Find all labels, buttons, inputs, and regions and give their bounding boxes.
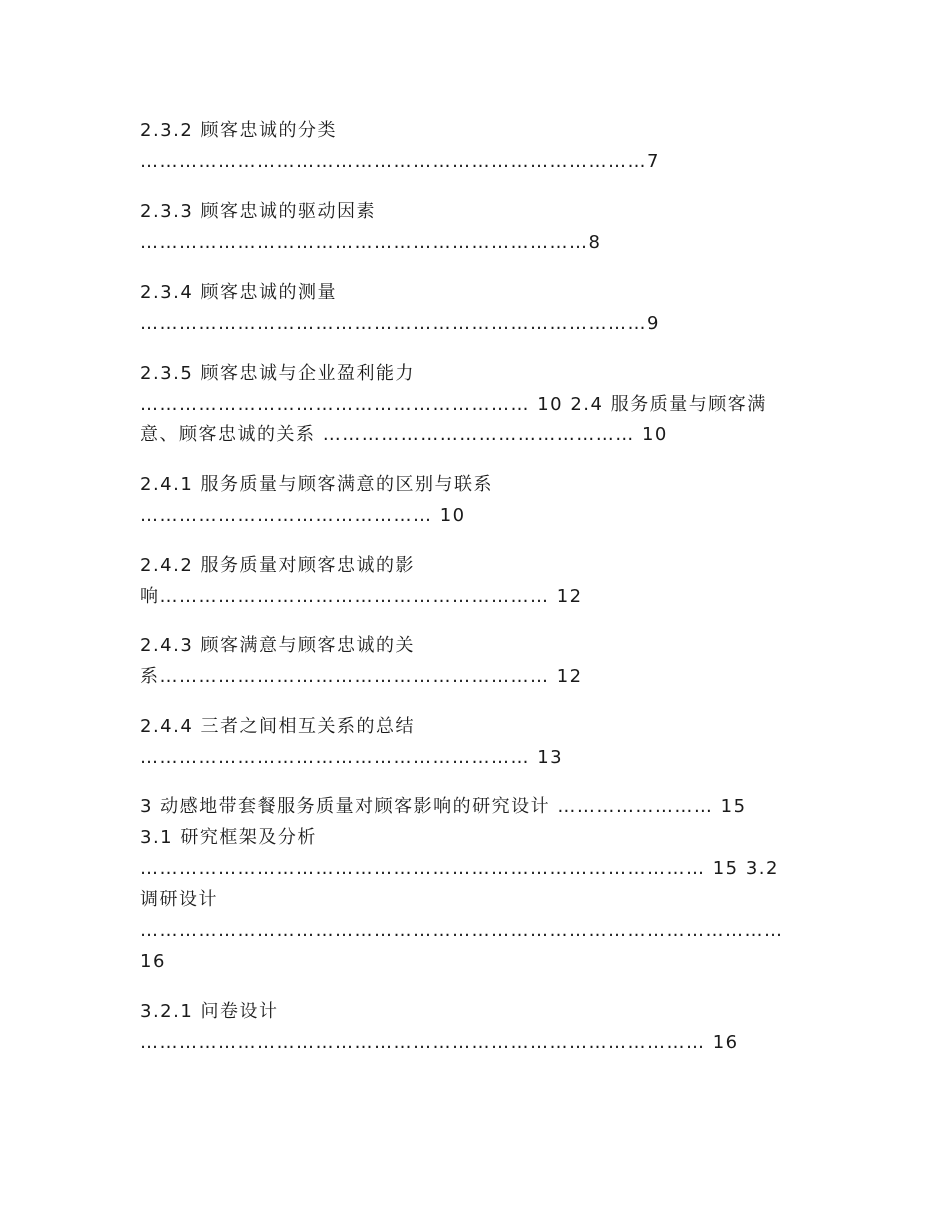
toc-entry-3-1-title: 3.1 研究框架及分析 — [140, 827, 317, 848]
toc-entry-2-3-4-leader: ……………………………………………………………………9 — [140, 313, 660, 334]
toc-entry-2-3-5-title: 2.3.5 顾客忠诚与企业盈利能力 — [140, 363, 416, 384]
toc-entry-2-4-1-leader: ……………………………………… 10 — [140, 505, 466, 526]
toc-entry-2-4-4-title: 2.4.4 三者之间相互关系的总结 — [140, 716, 416, 737]
toc-entry-2-3-2-leader: ……………………………………………………………………7 — [140, 151, 660, 172]
toc-entry-3-2-1-title: 3.2.1 问卷设计 — [140, 1001, 279, 1022]
toc-entry-2-4-4-leader: …………………………………………………… 13 — [140, 747, 564, 768]
toc-entry-3-2-1-leader: …………………………………………………………………………… 16 — [140, 1032, 739, 1053]
toc-entry-3-1-leader: …………………………………………………………………………… 15 3.2 — [140, 858, 779, 879]
toc-entry-2-4-3-title: 2.4.3 顾客满意与顾客忠诚的关 — [140, 635, 416, 656]
toc-entry-2-3-3-leader: ……………………………………………………………8 — [140, 232, 602, 253]
toc-entry-2-4-1-title: 2.4.1 服务质量与顾客满意的区别与联系 — [140, 474, 494, 495]
toc-entry-2-4-2-title: 2.4.2 服务质量对顾客忠诚的影 — [140, 555, 416, 576]
toc-entry-3: 3 动感地带套餐服务质量对顾客影响的研究设计 …………………… 15 — [140, 796, 747, 817]
toc-entry-2-4-continued: 意、顾客忠诚的关系 ………………………………………… 10 — [140, 424, 668, 445]
toc-entry-2-3-3-title: 2.3.3 顾客忠诚的驱动因素 — [140, 201, 377, 222]
toc-entry-2-4-3-leader: 系…………………………………………………… 12 — [140, 666, 583, 687]
toc-entry-3-2-page: 16 — [140, 951, 166, 972]
toc-entry-2-3-2-title: 2.3.2 顾客忠诚的分类 — [140, 120, 338, 141]
toc-entry-3-2-leader: ……………………………………………………………………………………… — [140, 920, 784, 941]
toc-entry-2-4-2-leader: 响…………………………………………………… 12 — [140, 586, 583, 607]
toc-entry-2-3-5-leader: …………………………………………………… 10 2.4 服务质量与顾客满 — [140, 394, 767, 415]
toc-entry-2-3-4-title: 2.3.4 顾客忠诚的测量 — [140, 282, 338, 303]
toc-entry-3-2-title: 调研设计 — [140, 889, 218, 910]
